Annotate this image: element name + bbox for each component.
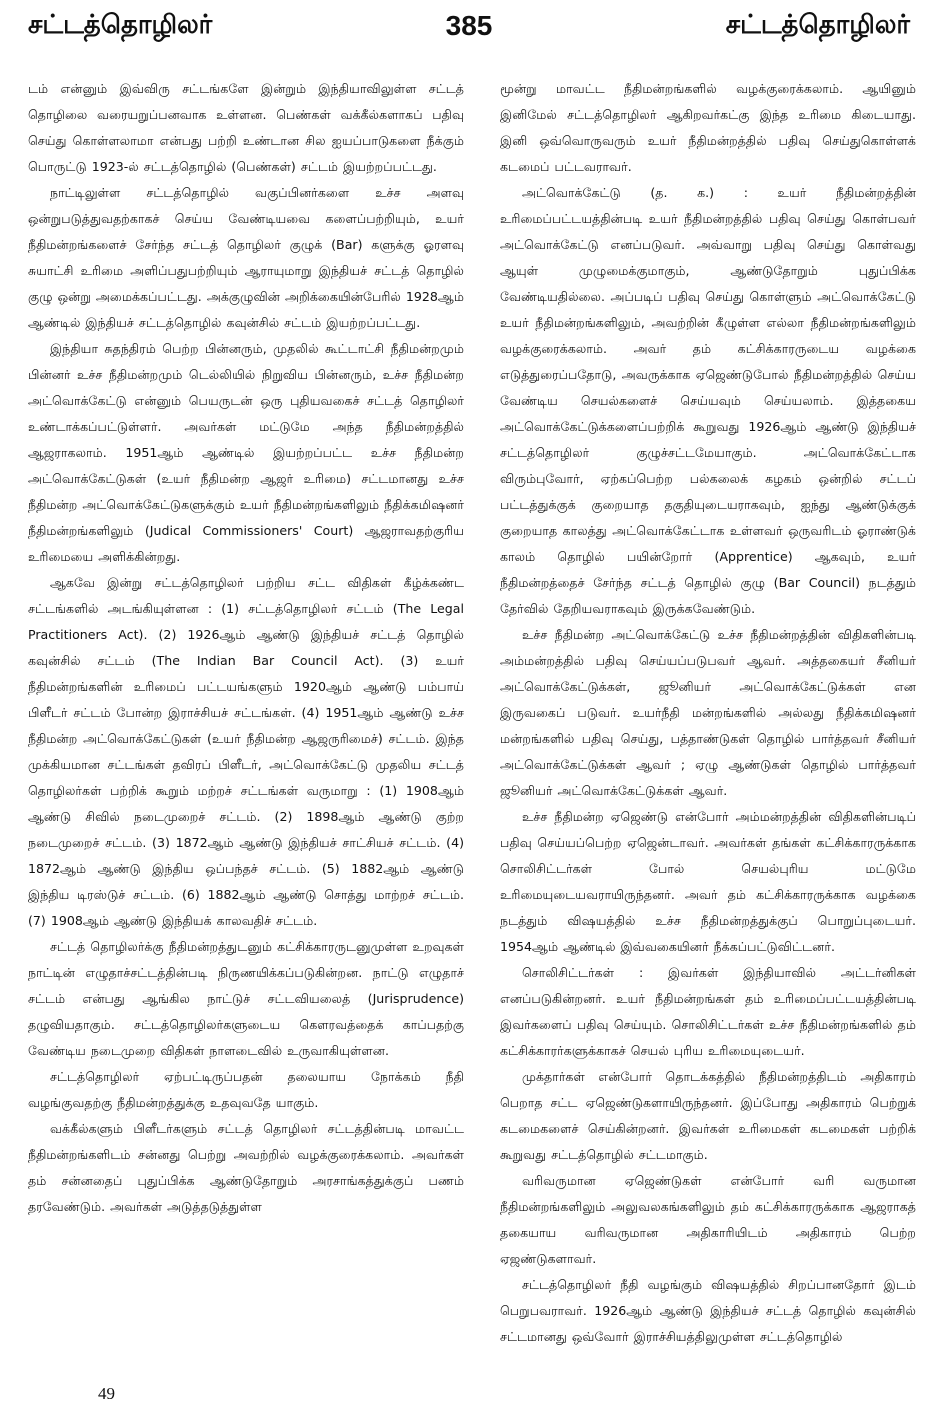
paragraph: உச்ச நீதிமன்ற ஏஜெண்டு என்போர் அம்மன்றத்தின் விதிகளின்படிப் பதிவு செய்யப்பெற்ற ஏஜென்டாவர். அவர்கள் தங்கள் கட்சிக்காரருக்காக சொலிசிட்டர்கள் போல் செயல்புரிய மட்டுமே உரிமையுடையவராயிருந்தனர். அவர் தம் கட்சிக்காரருக்காக வழக்கை நடத்தும் விஷயத்தில் உச்ச நீதிமன்றத்துக்குப் பொறுப்புடையர். 1954ஆம் ஆண்டில் இவ்வகையினர் நீக்கப்பட்டுவிட்டனர். bbox=[500, 809, 916, 954]
paragraph: அட்வொக்கேட்டு (த. க.) : உயர் நீதிமன்றத்தின் உரிமைப்பட்டயத்தின்படி உயர் நீதிமன்றத்தில் பதிவு செய்து கொள்பவர் அட்வொக்கேட்டு எனப்படுவர். அவ்வாறு பதிவு செய்து கொள்வது ஆயுள் முழுமைக்குமாகும், ஆண்டுதோறும் புதுப்பிக்க வேண்டியதில்லை. அப்படிப் பதிவு செய்து கொள்ளும் அட்வொக்கேட்டு உயர் நீதிமன்றங்களிலும், அவற்றின் கீழுள்ள எல்லா நீதிமன்றங்களிலும் வழக்குரைக்கலாம். அவர் தம் கட்சிக்காரருடைய வழக்கை எடுத்துரைப்பதோடு, அவருக்காக ஏஜெண்டுபோல் நீதிமன்றத்தில் செய்ய வேண்டிய செயல்களைச் செய்யவும் செய்யலாம். இத்தகைய அட்வொக்கேட்டுக்களைப்பற்றிக் கூறுவது 1926ஆம் ஆண்டு இந்தியச் சட்டத்தொழிலர் குழுச்சட்டமேயாகும். அட்வொக்கேட்டாக விரும்புவோர், ஏற்கப்பெற்ற பல்கலைக் கழகம் ஒன்றில் சட்டப் பட்டத்துக்குக் குறையாத தகுதியுடையராகவும், ஐந்து ஆண்டுக்குக் குறையாத காலத்து அட்வொக்கேட்டாக உள்ளவர் ஒருவரிடம் ஓராண்டுக் காலம் தொழில் பயின்றோர் (Apprentice) ஆகவும், உயர் நீதிமன்றத்தைச் சேர்ந்த சட்டத் தொழில் குழு (Bar Council) நடத்தும் தேர்வில் தேறியவராகவும் இருக்கவேண்டும். bbox=[500, 185, 916, 616]
paragraph: டம் என்னும் இவ்விரு சட்டங்களே இன்றும் இந்தியாவிலுள்ள சட்டத் தொழிலை வரையறுப்பனவாக உள்ளன. பெண்கள் வக்கீல்களாகப் பதிவு செய்து கொள்ளலாமா என்பது பற்றி உண்டான சில ஐயப்பாடுகளை நீக்கும் பொருட்டு 1923-ல் சட்டத்தொழில் (பெண்கள்) சட்டம் இயற்றப்பட்டது. bbox=[28, 81, 464, 174]
page-header bbox=[28, 6, 910, 56]
paragraph: சட்டத்தொழிலர் நீதி வழங்கும் விஷயத்தில் சிறப்பானதோர் இடம் பெறுபவராவர். 1926ஆம் ஆண்டு இந்தியச் சட்டத் தொழில் கவுன்சில் சட்டமானது ஒவ்வோர் இராச்சியத்திலுமுள்ள சட்டத்தொழில் bbox=[500, 1277, 916, 1344]
right-column bbox=[500, 76, 916, 1376]
running-head-left: சட்டத்தொழிலர் bbox=[28, 10, 213, 40]
paragraph: நாட்டிலுள்ள சட்டத்தொழில் வகுப்பினர்களை உச்ச அளவு ஒன்றுபடுத்துவதற்காகச் செய்ய வேண்டியவை களைப்பற்றியும், உயர் நீதிமன்றங்களைச் சேர்ந்த சட்டத் தொழிலர் குழுக் (Bar) களுக்கு ஓரளவு சுயாட்சி உரிமை அளிப்பதுபற்றியும் ஆராயுமாறு இந்தியச் சட்டத் தொழில் குழு ஒன்று அமைக்கப்பட்டது. அக்குழுவின் அறிக்கையின்பேரில் 1928ஆம் ஆண்டில் இந்தியச் சட்டத்தொழில் கவுன்சில் சட்டம் இயற்றப்பட்டது. bbox=[28, 185, 464, 330]
paragraph: சட்டத்தொழிலர் ஏற்பட்டிருப்பதன் தலையாய நோக்கம் நீதி வழங்குவதற்கு நீதிமன்றத்துக்கு உதவுவதே யாகும். bbox=[28, 1069, 464, 1110]
left-column bbox=[28, 76, 464, 1376]
paragraph: சட்டத் தொழிலர்க்கு நீதிமன்றத்துடனும் கட்சிக்காரருடனுமுள்ள உறவுகள் நாட்டின் எழுதாச்சட்டத்தின்படி நிருணயிக்கப்படுகின்றன. நாட்டு எழுதாச் சட்டம் என்பது ஆங்கில நாட்டுச் சட்டவியலைத் (Jurisprudence) தழுவியதாகும். சட்டத்தொழிலர்களுடைய கௌரவத்தைக் காப்பதற்கு வேண்டிய நடைமுறை விதிகள் நாளடைவில் உருவாகியுள்ளன. bbox=[28, 939, 464, 1058]
paragraph: ஆகவே இன்று சட்டத்தொழிலர் பற்றிய சட்ட விதிகள் கீழ்க்கண்ட சட்டங்களில் அடங்கியுள்ளன : (1) சட்டத்தொழிலர் சட்டம் (The Legal Practitioners Act). (2) 1926ஆம் ஆண்டு இந்தியச் சட்டத் தொழில் கவுன்சில் சட்டம் (The Indian Bar Council Act). (3) உயர் நீதிமன்றங்களின் உரிமைப் பட்டயங்களும் 1920ஆம் ஆண்டு பம்பாய் பிளீடர் சட்டம் போன்ற இராச்சியச் சட்டங்கள். (4) 1951ஆம் ஆண்டு உச்ச நீதிமன்ற அட்வொக்கேட்டுகள் (உயர் நீதிமன்ற ஆஜருரிமைச்) சட்டம். இந்த முக்கியமான சட்டங்கள் தவிரப் பிளீடர், அட்வொக்கேட்டு முதலிய சட்டத் தொழிலர்கள் பற்றிக் கூறும் மற்றச் சட்டங்கள் வருமாறு : (1) 1908ஆம் ஆண்டு சிவில் நடைமுறைச் சட்டம். (2) 1898ஆம் ஆண்டு குற்ற நடைமுறைச் சட்டம். (3) 1872ஆம் ஆண்டு இந்தியச் சாட்சியச் சட்டம். (4) 1872ஆம் ஆண்டு இந்திய ஒப்பந்தச் சட்டம். (5) 1882ஆம் ஆண்டு இந்திய டிரஸ்டுச் சட்டம். (6) 1882ஆம் ஆண்டு சொத்து மாற்றச் சட்டம். (7) 1908ஆம் ஆண்டு இந்தியக் காலவதிச் சட்டம். bbox=[28, 575, 464, 928]
paragraph: இந்தியா சுதந்திரம் பெற்ற பின்னரும், முதலில் கூட்டாட்சி நீதிமன்றமும் பின்னர் உச்ச நீதிமன்றமும் டெல்லியில் நிறுவிய பின்னரும், உச்ச நீதிமன்ற அட்வொக்கேட்டு என்னும் பெயருடன் ஒரு புதியவகைச் சட்டத் தொழிலர் உண்டாக்கப்பட்டுள்ளர். அவர்கள் மட்டுமே அந்த நீதிமன்றத்தில் ஆஜராகலாம். 1951ஆம் ஆண்டில் இயற்றப்பட்ட உச்ச நீதிமன்ற அட்வொக்கேட்டுகள் (உயர் நீதிமன்ற ஆஜர் உரிமை) சட்டமானது உச்ச நீதிமன்ற அட்வொக்கேட்டுகளுக்கும் உயர் நீதிமன்றங்களிலும் நீதிக்கமிஷனர் நீதிமன்றங்களிலும் (Judical Commissioners' Court) ஆஜராவதற்குரிய உரிமையை அளிக்கின்றது. bbox=[28, 341, 464, 564]
paragraph: வக்கீல்களும் பிளீடர்களும் சட்டத் தொழிலர் சட்டத்தின்படி மாவட்ட நீதிமன்றங்களிடம் சன்னது பெற்று அவற்றில் வழக்குரைக்கலாம். அவர்கள் தம் சன்னதைப் புதுப்பிக்க ஆண்டுதோறும் அரசாங்கத்துக்குப் பணம் தரவேண்டும். அவர்கள் அடுத்தடுத்துள்ள bbox=[28, 1121, 464, 1214]
running-head-right: சட்டத்தொழிலர் bbox=[725, 10, 910, 40]
page-number: 385 bbox=[445, 10, 493, 41]
paragraph: உச்ச நீதிமன்ற அட்வொக்கேட்டு உச்ச நீதிமன்றத்தின் விதிகளின்படி அம்மன்றத்தில் பதிவு செய்யப்படுபவர் ஆவர். அத்தகையர் சீனியர் அட்வொக்கேட்டுக்கள், ஜூனியர் அட்வொக்கேட்டுக்கள் என இருவகைப் படுவர். உயர்நீதி மன்றங்களில் அல்லது நீதிக்கமிஷனர் மன்றங்களில் பதிவு செய்து, பத்தாண்டுகள் தொழில் பார்த்தவர் சீனியர் அட்வொக்கேட்டுக்கள் ஆவர் ; ஏழு ஆண்டுகள் தொழில் பார்த்தவர் ஜூனியர் அட்வொக்கேட்டுக்கள் ஆவர். bbox=[500, 627, 916, 798]
folio-number: 49 bbox=[98, 1384, 115, 1403]
paragraph: வரிவருமான ஏஜெண்டுகள் என்போர் வரி வருமான நீதிமன்றங்களிலும் அலுவலகங்களிலும் தம் கட்சிக்காரருக்காக ஆஜராகத் தகையாய வரிவருமான அதிகாரியிடம் அதிகாரம் பெற்ற ஏஜண்டுகளாவர். bbox=[500, 1173, 916, 1266]
paragraph: முக்தார்கள் என்போர் தொடக்கத்தில் நீதிமன்றத்திடம் அதிகாரம் பெறாத சட்ட ஏஜெண்டுகளாயிருந்தனர். இப்போது அதிகாரம் பெற்றுக் கடமைகளைச் செய்கின்றனர். இவர்கள் உரிமைகள் கடமைகள் பற்றிக் கூறுவது சட்டத்தொழில் சட்டமாகும். bbox=[500, 1069, 916, 1162]
paragraph: மூன்று மாவட்ட நீதிமன்றங்களில் வழக்குரைக்கலாம். ஆயினும் இனிமேல் சட்டத்தொழிலர் ஆகிறவர்கட்கு இந்த உரிமை கிடையாது. இனி ஒவ்வொருவரும் உயர் நீதிமன்றத்தில் பதிவு செய்துகொள்ளக் கடமைப் பட்டவராவர். bbox=[500, 81, 916, 174]
paragraph: சொலிசிட்டர்கள் : இவர்கள் இந்தியாவில் அட்டர்னிகள் எனப்படுகின்றனர். உயர் நீதிமன்றங்கள் தம் உரிமைப்பட்டயத்தின்படி இவர்களைப் பதிவு செய்யும். சொலிசிட்டர்கள் உச்ச நீதிமன்றங்களில் தம் கட்சிக்காரர்களுக்காகச் செயல் புரிய உரிமையுடையர். bbox=[500, 965, 916, 1058]
